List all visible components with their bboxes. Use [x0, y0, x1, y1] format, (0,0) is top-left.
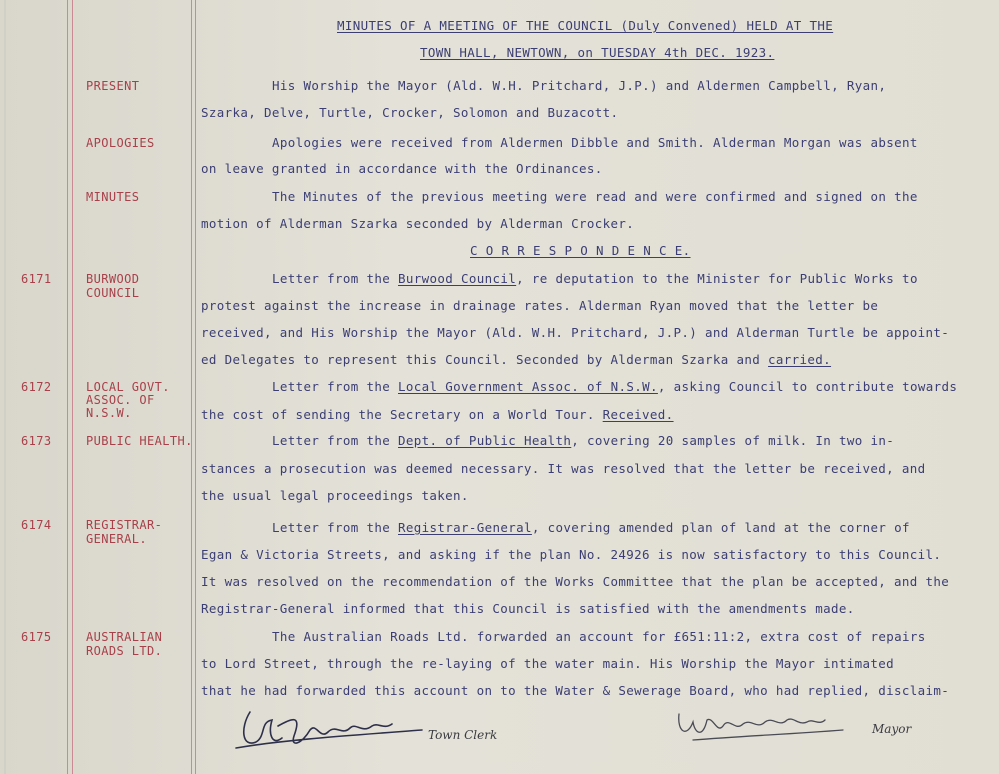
item-text-line: to Lord Street, through the re-laying of the water main. His Worship the Mayor intimated [201, 656, 895, 671]
item-subject: COUNCIL [86, 286, 140, 300]
present-line-1: His Worship the Mayor (Ald. W.H. Pritchard, J.P.) and Aldermen Campbell, Ryan, [272, 78, 887, 93]
town-clerk-label: Town Clerk [428, 728, 498, 742]
item-number: 6171 [21, 272, 52, 286]
apologies-line-1: Apologies were received from Aldermen Dibble and Smith. Alderman Morgan was absent [272, 135, 918, 150]
item-text-line: stances a prosecution was deemed necessary. It was resolved that the letter be received, and [201, 461, 926, 476]
item-text-line: that he had forwarded this account on to the Water & Sewerage Board, who had replied, disclaim- [201, 683, 950, 698]
correspondence-heading: C O R R E S P O N D E N C E. [470, 243, 691, 258]
item-text-line: Letter from the Dept. of Public Health, covering 20 samples of milk. In two in- [272, 433, 895, 448]
item-text-line: It was resolved on the recommendation of the Works Committee that the plan be accepted, and the [201, 574, 950, 589]
item-text-line: ed Delegates to represent this Council. Seconded by Alderman Szarka and carried. [201, 352, 832, 367]
margin-rule-right-inner [195, 0, 196, 774]
item-text-line: Letter from the Registrar-General, covering amended plan of land at the corner of [272, 520, 910, 535]
item-subject: LOCAL GOVT. [86, 380, 170, 394]
mayor-label: Mayor [872, 722, 912, 736]
section-label-minutes: MINUTES [86, 190, 140, 204]
minutes-title-line-1: MINUTES OF A MEETING OF THE COUNCIL (Duly Convened) HELD AT THE [337, 18, 834, 33]
apologies-line-2: on leave granted in accordance with the Ordinances. [201, 161, 603, 176]
item-text-line: Letter from the Burwood Council, re deputation to the Minister for Public Works to [272, 271, 918, 286]
page-edge-line [4, 0, 6, 774]
item-subject: ASSOC. OF [86, 393, 155, 407]
mayor-signature [673, 704, 863, 754]
item-text-line: the cost of sending the Secretary on a World Tour. Received. [201, 407, 674, 422]
section-label-apologies: APOLOGIES [86, 136, 155, 150]
item-number: 6173 [21, 434, 52, 448]
item-subject: GENERAL. [86, 532, 147, 546]
present-line-2: Szarka, Delve, Turtle, Crocker, Solomon and Buzacott. [201, 105, 619, 120]
item-text-line: Letter from the Local Government Assoc. of N.S.W., asking Council to contribute towards [272, 379, 958, 394]
item-number: 6172 [21, 380, 52, 394]
item-text-line: Egan & Victoria Streets, and asking if the plan No. 24926 is now satisfactory to this Council. [201, 547, 942, 562]
minutes-title-line-2: TOWN HALL, NEWTOWN, on TUESDAY 4th DEC. 1923. [420, 45, 775, 60]
item-text-line: Registrar-General informed that this Council is satisfied with the amendments made. [201, 601, 855, 616]
section-label-present: PRESENT [86, 79, 140, 93]
margin-rule-left-inner [72, 0, 73, 774]
margin-rule-right [191, 0, 192, 774]
item-subject: N.S.W. [86, 406, 132, 420]
item-subject: ROADS LTD. [86, 644, 163, 658]
item-text-line: received, and His Worship the Mayor (Ald. W.H. Pritchard, J.P.) and Alderman Turtle be appoint- [201, 325, 950, 340]
item-subject: AUSTRALIAN [86, 630, 163, 644]
item-text-line: The Australian Roads Ltd. forwarded an account for £651:11:2, extra cost of repairs [272, 629, 926, 644]
item-text-line: protest against the increase in drainage rates. Alderman Ryan moved that the letter be [201, 298, 879, 313]
minutes-line-1: The Minutes of the previous meeting were read and were confirmed and signed on the [272, 189, 918, 204]
item-subject: BURWOOD [86, 272, 140, 286]
town-clerk-signature [232, 700, 432, 760]
margin-rule-left [67, 0, 68, 774]
item-number: 6175 [21, 630, 52, 644]
item-subject: PUBLIC HEALTH. [86, 434, 193, 448]
item-subject: REGISTRAR- [86, 518, 163, 532]
item-number: 6174 [21, 518, 52, 532]
minutes-line-2: motion of Alderman Szarka seconded by Alderman Crocker. [201, 216, 635, 231]
item-text-line: the usual legal proceedings taken. [201, 488, 469, 503]
